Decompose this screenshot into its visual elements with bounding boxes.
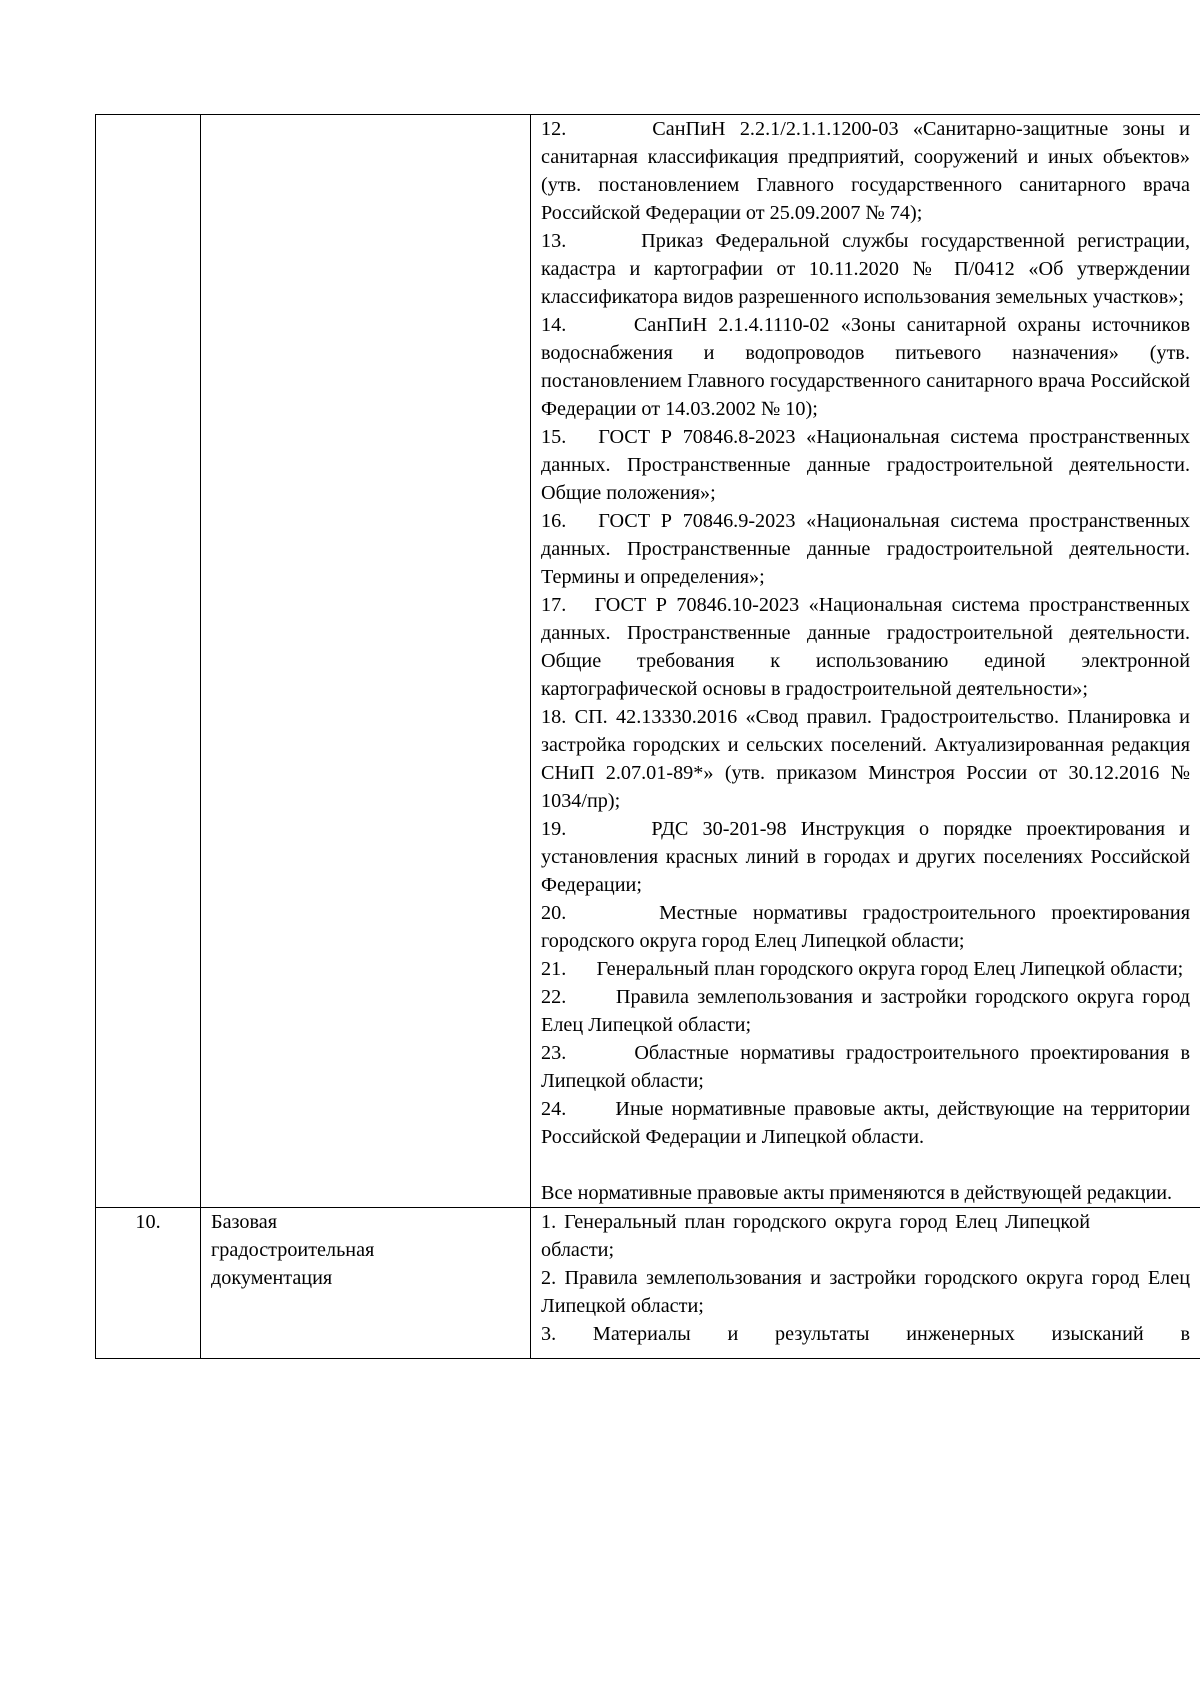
list-item: 22. Правила землепользования и застройки городского округа город Елец Липецкой области; — [541, 986, 1190, 1036]
requirements-table — [95, 114, 1200, 1359]
list-item: 14. СанПиН 2.1.4.1110-02 «Зоны санитарной охраны источников водоснабжения и водопроводов питьевого назначения» (утв. постановлением Главного государственного санитарного врача Российской Федерации от 14.03.2002 № 10); — [541, 314, 1190, 420]
list-item: 16. ГОСТ Р 70846.9-2023 «Национальная система пространственных данных. Пространственные данные градостроительной деятельности. Термины и определения»; — [541, 510, 1190, 588]
row-title-cell — [201, 115, 531, 1208]
row-content-cell — [531, 115, 1200, 1208]
list-item: 17. ГОСТ Р 70846.10-2023 «Национальная система пространственных данных. Пространственные данные градостроительной деятельности. Общие требования к использованию единой электронной картографической основы в градостроительной деятельности»; — [541, 594, 1190, 700]
list-item: 12. СанПиН 2.2.1/2.1.1.1200-03 «Санитарно-защитные зоны и санитарная классификация предприятий, сооружений и иных объектов» (утв. постановлением Главного государственного санитарного врача Российской Федерации от 25.09.2007 № 74); — [541, 118, 1190, 224]
list-item: 24. Иные нормативные правовые акты, действующие на территории Российской Федерации и Липецкой области. — [541, 1098, 1190, 1148]
list-item: 3. Материалы и результаты инженерных изысканий в — [541, 1323, 1190, 1345]
row-number-cell — [96, 1208, 201, 1359]
table-row — [96, 115, 1200, 1208]
list-item: 18. СП. 42.13330.2016 «Свод правил. Градостроительство. Планировка и застройка городских и сельских поселений. Актуализированная редакция СНиП 2.07.01-89*» (утв. приказом Минстроя России от 30.12.2016 № 1034/пр); — [541, 706, 1190, 812]
list-item: 13. Приказ Федеральной службы государственной регистрации, кадастра и картографии от 10.11.2020 № П/0412 «Об утверждении классификатора видов разрешенного использования земельных участков»; — [541, 230, 1190, 308]
spacer — [541, 1151, 1190, 1179]
row-content — [541, 1208, 1190, 1358]
list-item: 15. ГОСТ Р 70846.8-2023 «Национальная система пространственных данных. Пространственные данные градостроительной деятельности. Общие положения»; — [541, 426, 1190, 504]
list-item: 21. Генеральный план городского округа город Елец Липецкой области; — [541, 958, 1184, 980]
row-number-cell — [96, 115, 201, 1208]
list-item: 23. Областные нормативы градостроительного проектирования в Липецкой области; — [541, 1042, 1190, 1092]
row-title-cell — [201, 1208, 531, 1359]
list-item: 1. Генеральный план городского округа город Елец Липецкой области; — [541, 1211, 1090, 1261]
list-item: 19. РДС 30-201-98 Инструкция о порядке проектирования и установления красных линий в городах и других поселениях Российской Федерации; — [541, 818, 1190, 896]
note-paragraph: Все нормативные правовые акты применяются в действующей редакции. — [541, 1182, 1173, 1204]
row-content-cell — [531, 1208, 1200, 1359]
row-number: 10. — [135, 1211, 161, 1233]
list-item: 20. Местные нормативы градостроительного проектирования городского округа город Елец Липецкой области; — [541, 902, 1190, 952]
list-item: 2. Правила землепользования и застройки городского округа город Елец Липецкой области; — [541, 1267, 1190, 1317]
table-row — [96, 1208, 1200, 1359]
row-title: Базовая градостроительная документация — [211, 1211, 375, 1289]
